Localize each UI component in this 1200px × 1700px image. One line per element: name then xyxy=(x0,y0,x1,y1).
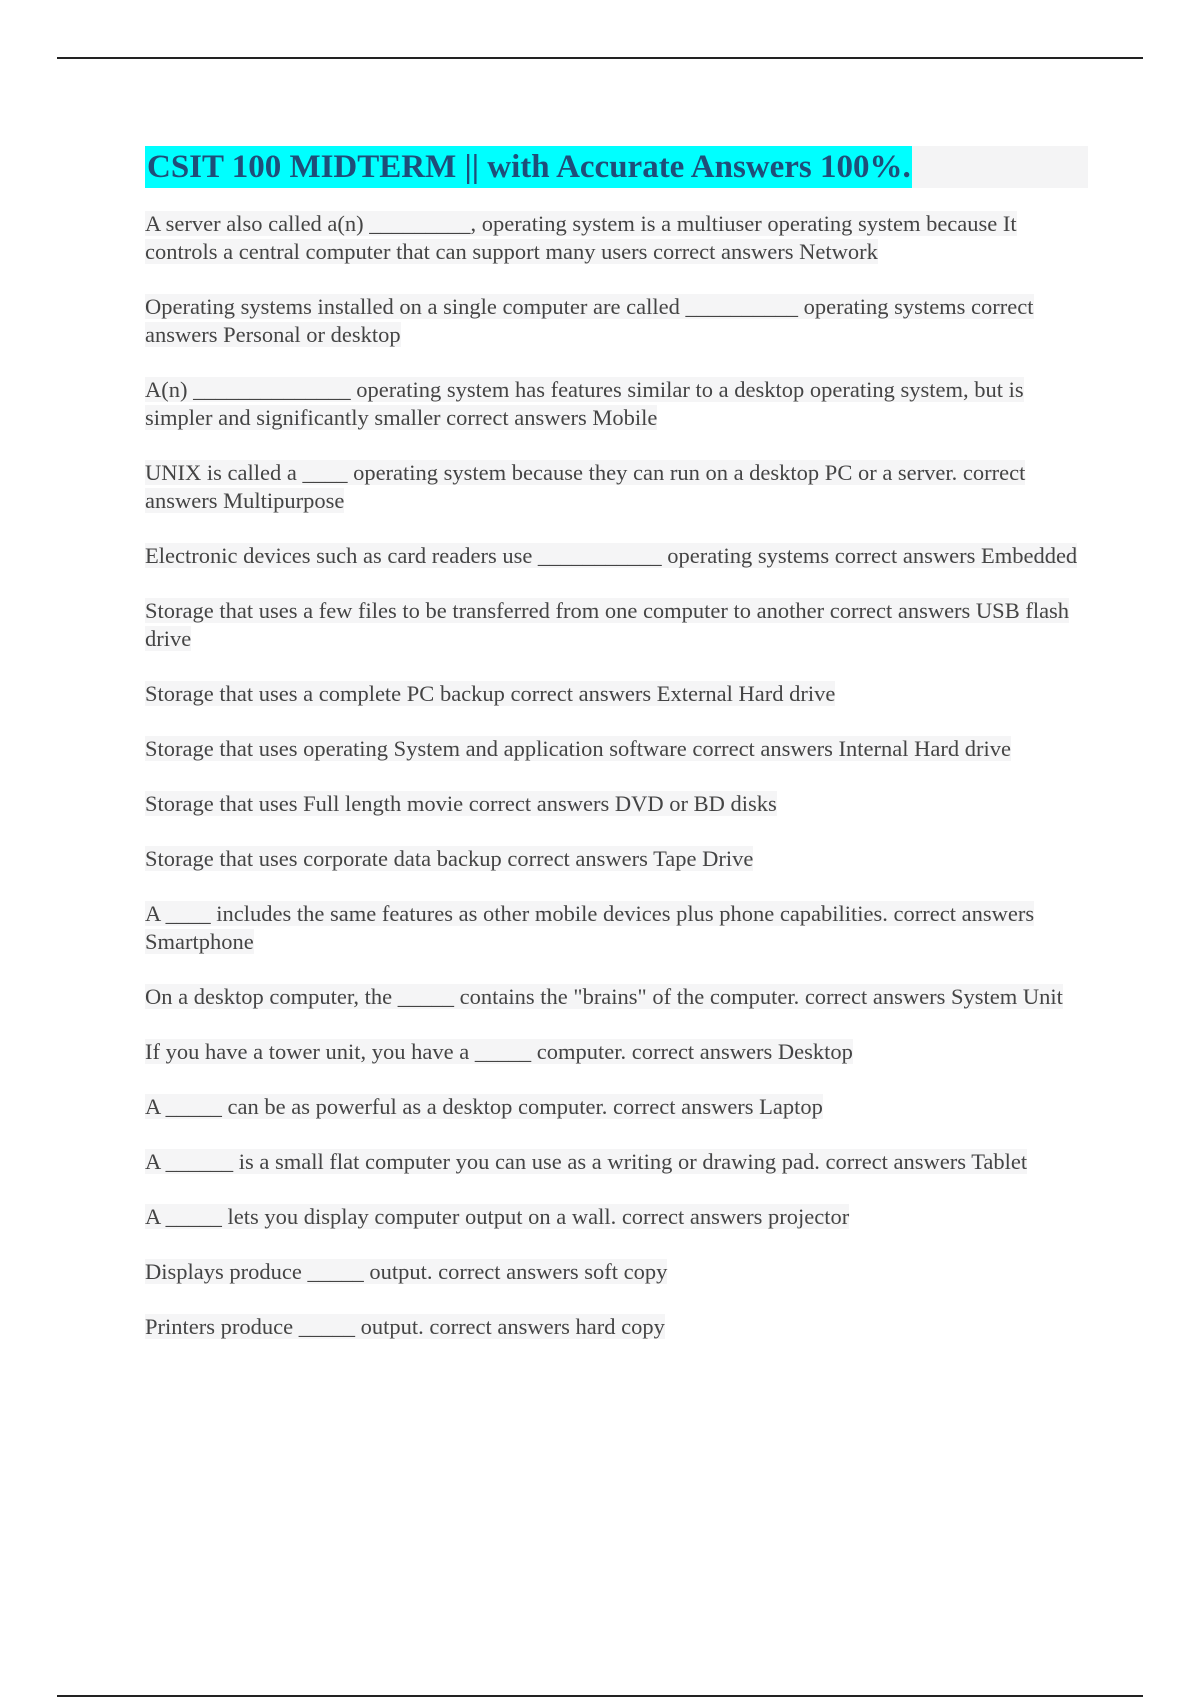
qa-item-text: Operating systems installed on a single computer are called __________ operating systems correct answers Personal or desktop xyxy=(145,294,1034,347)
qa-item-text: Printers produce _____ output. correct answers hard copy xyxy=(145,1314,665,1339)
qa-item xyxy=(145,459,1090,515)
qa-item xyxy=(145,1313,1090,1341)
document-title: CSIT 100 MIDTERM || with Accurate Answers 100%. xyxy=(145,146,912,188)
qa-item-text: On a desktop computer, the _____ contains the "brains" of the computer. correct answers System Unit xyxy=(145,984,1063,1009)
qa-item-text: Electronic devices such as card readers use ___________ operating systems correct answers Embedded xyxy=(145,543,1078,568)
qa-item-text: A ____ includes the same features as other mobile devices plus phone capabilities. correct answers Smartphone xyxy=(145,901,1035,954)
title-band xyxy=(145,146,1088,188)
bottom-divider xyxy=(57,1695,1143,1697)
qa-list xyxy=(145,210,1090,1341)
qa-item xyxy=(145,376,1090,432)
qa-item-text: UNIX is called a ____ operating system because they can run on a desktop PC or a server. correct answers Multipurpose xyxy=(145,460,1026,513)
qa-item xyxy=(145,1203,1090,1231)
qa-item xyxy=(145,845,1090,873)
qa-item-text: If you have a tower unit, you have a _____ computer. correct answers Desktop xyxy=(145,1039,853,1064)
qa-item xyxy=(145,1038,1090,1066)
qa-item xyxy=(145,1148,1090,1176)
qa-item xyxy=(145,983,1090,1011)
qa-item xyxy=(145,1093,1090,1121)
qa-item-text: Displays produce _____ output. correct answers soft copy xyxy=(145,1259,668,1284)
qa-item-text: Storage that uses a complete PC backup correct answers External Hard drive xyxy=(145,681,836,706)
qa-item xyxy=(145,790,1090,818)
qa-item xyxy=(145,542,1090,570)
qa-item xyxy=(145,680,1090,708)
qa-item-text: A _____ can be as powerful as a desktop computer. correct answers Laptop xyxy=(145,1094,823,1119)
qa-item-text: A server also called a(n) _________, operating system is a multiuser operating system because It controls a central computer that can support many users correct answers Network xyxy=(145,211,1017,264)
qa-item-text: A ______ is a small flat computer you can use as a writing or drawing pad. correct answers Tablet xyxy=(145,1149,1028,1174)
document-body xyxy=(145,146,1090,1368)
top-divider xyxy=(57,57,1143,59)
qa-item-text: A _____ lets you display computer output on a wall. correct answers projector xyxy=(145,1204,850,1229)
qa-item-text: Storage that uses Full length movie correct answers DVD or BD disks xyxy=(145,791,777,816)
qa-item xyxy=(145,293,1090,349)
qa-item-text: Storage that uses corporate data backup correct answers Tape Drive xyxy=(145,846,754,871)
qa-item-text: Storage that uses a few files to be transferred from one computer to another correct answers USB flash drive xyxy=(145,598,1070,651)
qa-item-text: A(n) ______________ operating system has features similar to a desktop operating system, but is simpler and significantly smaller correct answers Mobile xyxy=(145,377,1024,430)
qa-item-text: Storage that uses operating System and application software correct answers Internal Hard drive xyxy=(145,736,1011,761)
qa-item xyxy=(145,1258,1090,1286)
qa-item xyxy=(145,735,1090,763)
qa-item xyxy=(145,900,1090,956)
qa-item xyxy=(145,210,1090,266)
qa-item xyxy=(145,597,1090,653)
